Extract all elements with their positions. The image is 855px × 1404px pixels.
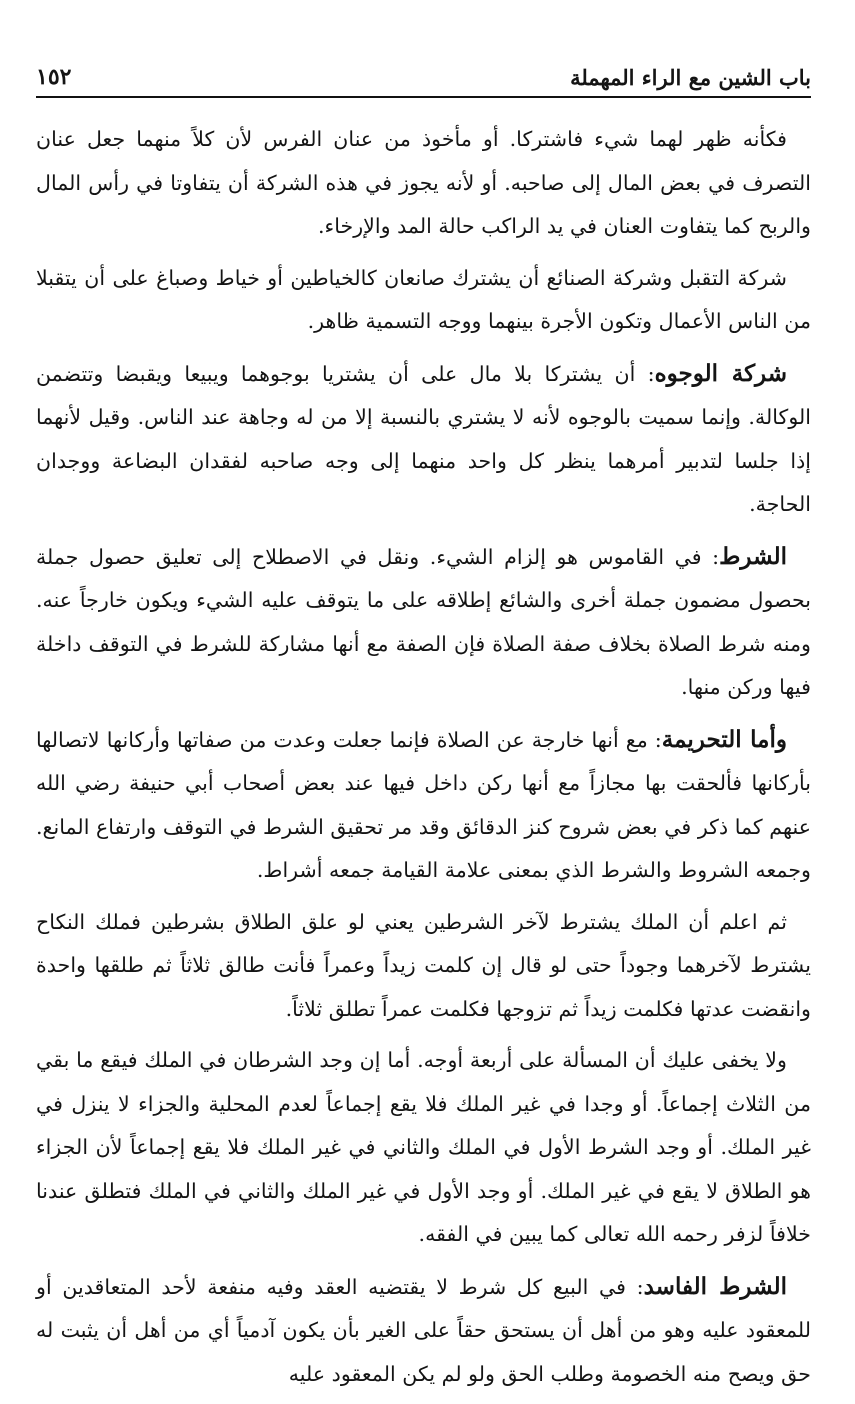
paragraph-text: فكأنه ظهر لهما شيء فاشتركا. أو مأخوذ من عنان الفرس لأن كلاً منهما جعل عنان التصرف في بعض المال إلى صاحبه. أو لأنه يجوز في هذه الشركة أن يتفاوتا في رأس المال والربح كما يتفاوت العنان في يد الراكب حالة المد والإرخاء. — [36, 127, 811, 238]
paragraph-text: : مع أنها خارجة عن الصلاة فإنما جعلت وعدت من صفاتها وأركانها لاتصالها بأركانها فألحقت بها مجازاً مع أنها ركن داخل فيها عند بعض أصحاب أبي حنيفة رضي الله عنهم كما ذكر في بعض شروح كنز الدقائق وقد مر تحقيق الشرط في التوقف وارتفاع المانع. وجمعه الشروط والشرط الذي بمعنى علامة القيامة جمعه أشراط. — [36, 727, 811, 882]
paragraph — [36, 1265, 811, 1397]
paragraph — [36, 718, 811, 893]
page-number: ١٥٢ — [36, 64, 72, 90]
paragraph — [36, 352, 811, 527]
paragraph — [36, 901, 811, 1032]
paragraph — [36, 1039, 811, 1257]
term-heading: وأما التحريمة — [661, 725, 787, 753]
paragraph-text: شركة التقبل وشركة الصنائع أن يشترك صانعان كالخياطين أو خياط وصباغ على أن يتقبلا من الناس الأعمال وتكون الأجرة بينهما ووجه التسمية ظاهر. — [36, 265, 811, 333]
header-title: باب الشين مع الراء المهملة — [570, 65, 811, 90]
paragraph — [36, 118, 811, 249]
paragraph — [36, 257, 811, 344]
body-text — [36, 118, 811, 1404]
paragraph-text: ثم اعلم أن الملك يشترط لآخر الشرطين يعني لو علق الطلاق بشرطين فملك النكاح يشترط لآخرهما وجوداً حتى لو قال إن كلمت زيداً وعمراً فأنت طالق ثلاثاً ثم طلقها واحدة وانقضت عدتها فكلمت زيداً ثم تزوجها فكلمت عمراً تطلق ثلاثاً. — [36, 909, 811, 1021]
running-header — [36, 58, 811, 98]
paragraph-text: : في البيع كل شرط لا يقتضيه العقد وفيه منفعة لأحد المتعاقدين أو للمعقود عليه وهو من أهل أن يستحق حقاً على الغير بأن يكون آدمياً أي من أهل أن يثبت له حق ويصح منه الخصومة وطلب الحق ولو لم يكن المعقود عليه — [36, 1274, 811, 1386]
paragraph-text: : أن يشتركا بلا مال على أن يشتريا بوجوهما ويبيعا ويقبضا وتتضمن الوكالة. وإنما سميت بالوجوه لأنه لا يشتري بالنسبة إلا من له وجاهة عند الناس. وقيل لأنهما إذا جلسا لتدبير أمرهما ينظر كل واحد منهما إلى وجه صاحبه لفقدان البضاعة ووجدان الحاجة. — [36, 361, 811, 516]
paragraph-text: ولا يخفى عليك أن المسألة على أربعة أوجه. أما إن وجد الشرطان في الملك فيقع ما بقي من الثلاث إجماعاً. أو وجدا في غير الملك فلا يقع إجماعاً لعدم المحلية والجزاء لا ينزل في غير الملك. أو وجد الشرط الأول في الملك والثاني في غير الملك فلا يقع إجماعاً لأن الجزاء هو الطلاق لا يقع في غير الملك. أو وجد الأول في غير الملك والثاني في الملك فتطلق عندنا خلافاً لزفر رحمه الله تعالى كما يبين في الفقه. — [36, 1048, 811, 1246]
term-heading: شركة الوجوه — [654, 359, 787, 387]
term-heading: الشرط — [719, 542, 787, 570]
term-heading: الشرط الفاسد — [643, 1272, 787, 1300]
paragraph-text: : في القاموس هو إلزام الشيء. ونقل في الاصطلاح إلى تعليق حصول جملة بحصول مضمون جملة أخرى والشائع إطلاقه على ما يتوقف عليه الشيء ويكون خارجاً عنه. ومنه شرط الصلاة بخلاف صفة الصلاة فإن الصفة مع أنها مشاركة للشرط في التوقف داخلة فيها وركن منها. — [36, 544, 811, 699]
paragraph — [36, 535, 811, 710]
page — [36, 0, 811, 1386]
